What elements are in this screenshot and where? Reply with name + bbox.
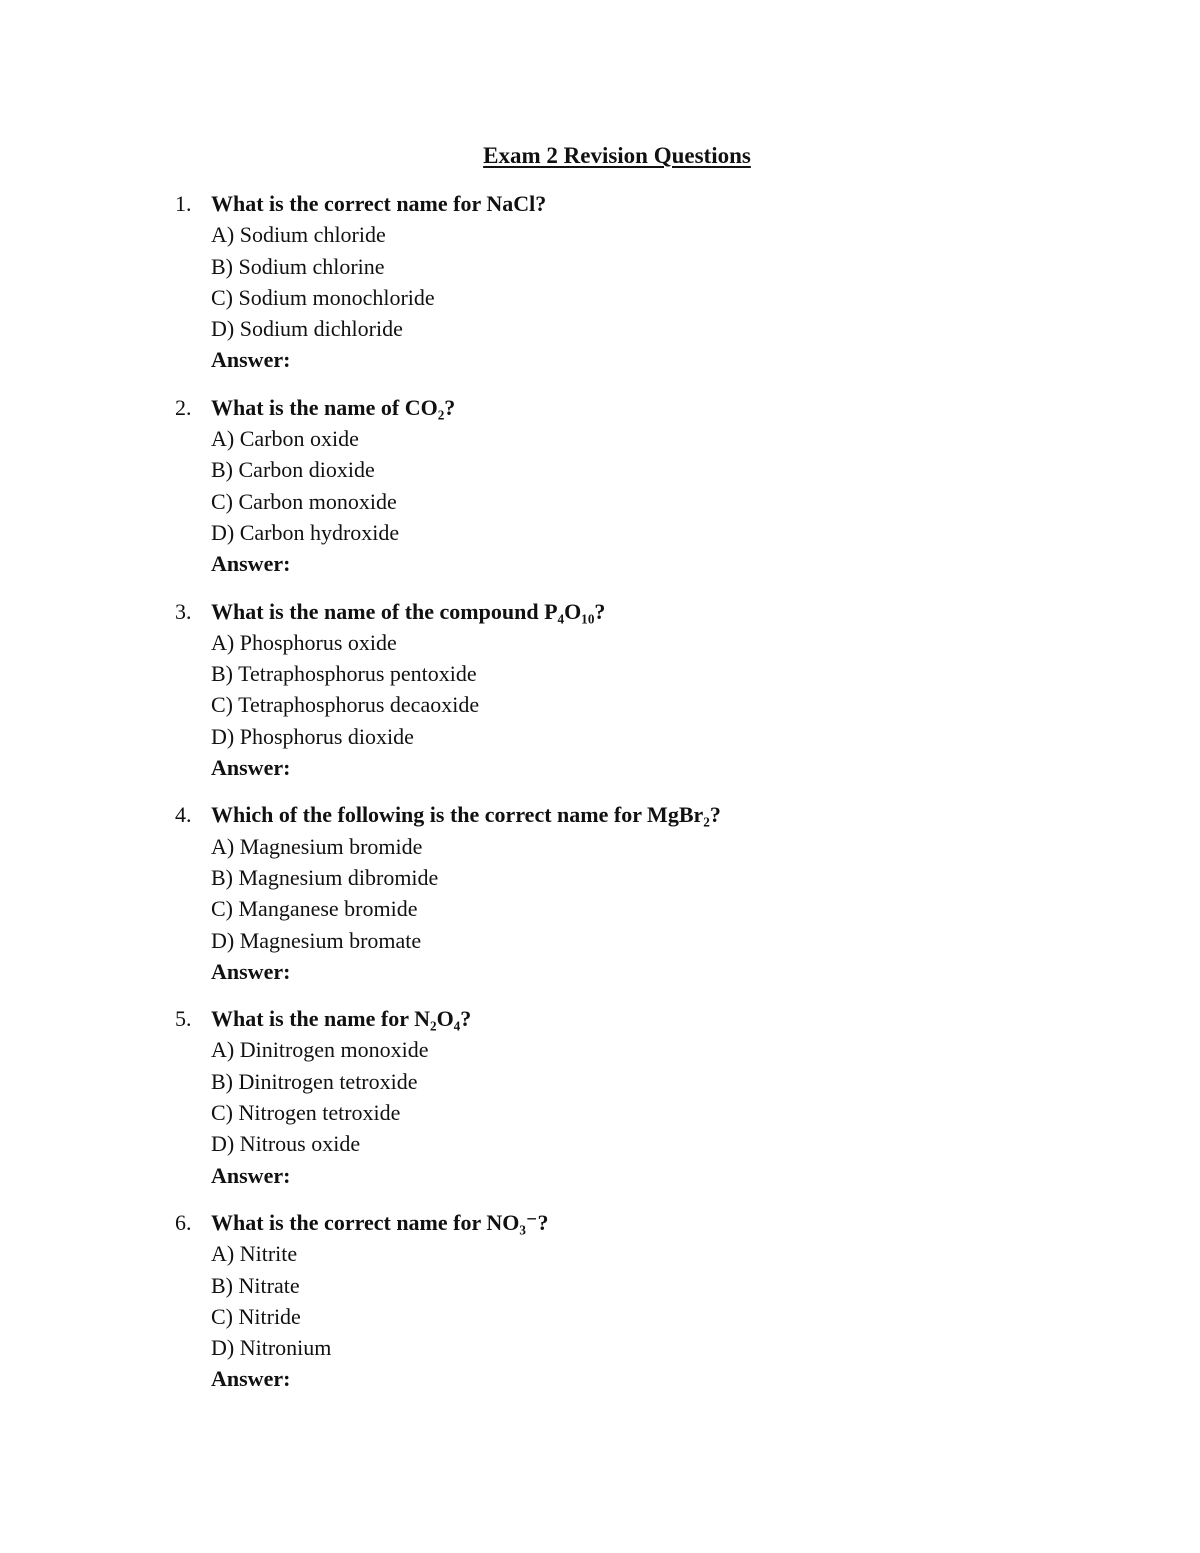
option-c: C) Carbon monoxide bbox=[211, 488, 397, 514]
question-number: 2. bbox=[175, 394, 192, 420]
question-number: 5. bbox=[175, 1006, 192, 1032]
question-number: 6. bbox=[175, 1209, 192, 1235]
option-c: C) Manganese bromide bbox=[211, 896, 418, 922]
question-item bbox=[175, 392, 1075, 580]
question-number: 3. bbox=[175, 598, 192, 624]
option-c: C) Sodium monochloride bbox=[211, 284, 435, 310]
option-c: C) Tetraphosphorus decaoxide bbox=[211, 692, 480, 718]
option-b: B) Sodium chlorine bbox=[211, 253, 385, 279]
option-b: B) Nitrate bbox=[211, 1272, 300, 1298]
answer-label: Answer: bbox=[211, 755, 291, 781]
question-body bbox=[211, 188, 1075, 376]
option-a: A) Magnesium bromide bbox=[211, 833, 423, 859]
question-body bbox=[211, 1003, 1075, 1191]
option-a: A) Nitrite bbox=[211, 1241, 298, 1267]
question-item bbox=[175, 1207, 1075, 1395]
option-b: B) Magnesium dibromide bbox=[211, 864, 439, 890]
question-text: What is the correct name for NO₃⁻? bbox=[211, 1209, 549, 1235]
question-body bbox=[211, 596, 1075, 784]
question-text: Which of the following is the correct name for MgBr₂? bbox=[211, 802, 721, 828]
question-list bbox=[175, 188, 1075, 1411]
option-a: A) Carbon oxide bbox=[211, 426, 359, 452]
option-d: D) Nitronium bbox=[211, 1335, 332, 1361]
question-item bbox=[175, 188, 1075, 376]
question-body bbox=[211, 799, 1075, 987]
option-d: D) Phosphorus dioxide bbox=[211, 723, 414, 749]
option-b: B) Tetraphosphorus pentoxide bbox=[211, 661, 477, 687]
option-c: C) Nitrogen tetroxide bbox=[211, 1100, 401, 1126]
option-d: D) Carbon hydroxide bbox=[211, 519, 400, 545]
page-title: Exam 2 Revision Questions bbox=[483, 143, 751, 168]
option-a: A) Sodium chloride bbox=[211, 222, 386, 248]
option-b: B) Carbon dioxide bbox=[211, 457, 375, 483]
answer-label: Answer: bbox=[211, 347, 291, 373]
question-text: What is the name of CO₂? bbox=[211, 394, 456, 420]
question-number: 4. bbox=[175, 802, 192, 828]
option-b: B) Dinitrogen tetroxide bbox=[211, 1068, 418, 1094]
question-body bbox=[211, 392, 1075, 580]
answer-label: Answer: bbox=[211, 1162, 291, 1188]
question-item bbox=[175, 799, 1075, 987]
option-a: A) Dinitrogen monoxide bbox=[211, 1037, 429, 1063]
question-item bbox=[175, 1003, 1075, 1191]
answer-label: Answer: bbox=[211, 958, 291, 984]
option-d: D) Nitrous oxide bbox=[211, 1131, 361, 1157]
option-d: D) Sodium dichloride bbox=[211, 316, 403, 342]
answer-label: Answer: bbox=[211, 551, 291, 577]
question-number: 1. bbox=[175, 191, 192, 216]
option-c: C) Nitride bbox=[211, 1303, 301, 1329]
question-text: What is the name for N₂O₄? bbox=[211, 1006, 472, 1032]
answer-label: Answer: bbox=[211, 1366, 291, 1392]
question-text: What is the name of the compound P₄O₁₀? bbox=[211, 598, 606, 624]
question-text: What is the correct name for NaCl? bbox=[211, 191, 547, 216]
question-item bbox=[175, 596, 1075, 784]
option-d: D) Magnesium bromate bbox=[211, 927, 422, 953]
question-body bbox=[211, 1207, 1075, 1395]
option-a: A) Phosphorus oxide bbox=[211, 629, 397, 655]
